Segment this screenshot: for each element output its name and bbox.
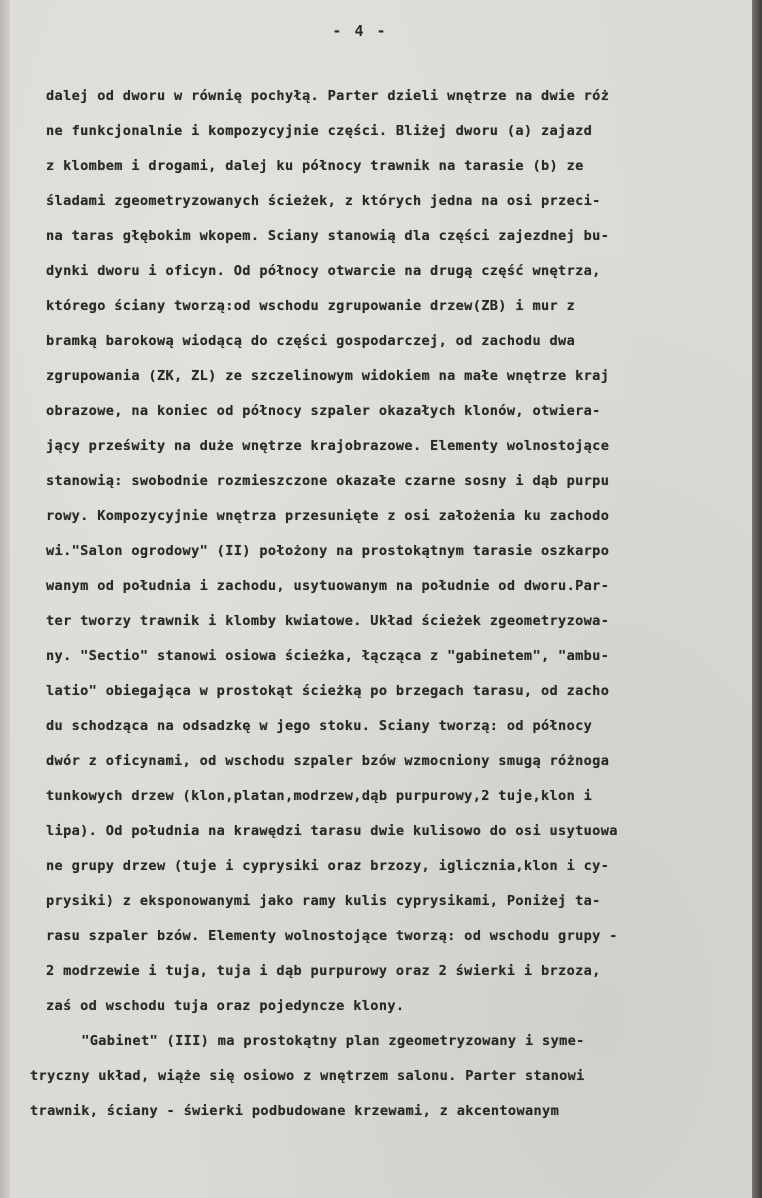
text-line-10: obrazowe, na koniec od północy szpaler okazałych klonów, otwiera- [46, 403, 601, 419]
text-line-15: wanym od południa i zachodu, usytuowanym na południe od dworu.Par- [46, 578, 610, 594]
text-line-11: jący prześwity na duże wnętrze krajobrazowe. Elementy wolnostojące [46, 438, 610, 454]
text-line-8: bramką barokową wiodącą do części gospodarczej, od zachodu dwa [46, 333, 576, 349]
text-line-12: stanowią: swobodnie rozmieszczone okazałe czarne sosny i dąb purpu [46, 473, 610, 489]
text-line-7: którego ściany tworzą:od wschodu zgrupowanie drzew(ZB) i mur z [46, 298, 576, 314]
text-line-9: zgrupowania (ZK, ZL) ze szczelinowym widokiem na małe wnętrze kraj [46, 368, 610, 384]
text-line-29: tryczny układ, wiąże się osiowo z wnętrzem salonu. Parter stanowi [30, 1068, 585, 1084]
page-number: - 4 - [332, 22, 388, 40]
text-line-5: na taras głębokim wkopem. Sciany stanowią dla części zajezdnej bu- [46, 228, 610, 244]
text-line-18: latio" obiegająca w prostokąt ścieżką po brzegach tarasu, od zacho [46, 683, 610, 699]
text-line-1: dalej od dworu w równię pochyłą. Parter dzieli wnętrze na dwie róż [46, 88, 610, 104]
text-line-6: dynki dworu i oficyn. Od północy otwarcie na drugą część wnętrza, [46, 263, 601, 279]
text-line-27: zaś od wschodu tuja oraz pojedyncze klony. [46, 998, 405, 1014]
text-line-16: ter tworzy trawnik i klomby kwiatowe. Układ ścieżek zgeometryzowa- [46, 613, 610, 629]
text-line-17: ny. "Sectio" stanowi osiowa ścieżka, łącząca z "gabinetem", "ambu- [46, 648, 610, 664]
text-line-23: ne grupy drzew (tuje i cyprysiki oraz brzozy, iglicznia,klon i cy- [46, 858, 610, 874]
text-line-4: śladami zgeometryzowanych ścieżek, z których jedna na osi przeci- [46, 193, 601, 209]
text-line-3: z klombem i drogami, dalej ku północy trawnik na tarasie (b) ze [46, 158, 584, 174]
text-line-26: 2 modrzewie i tuja, tuja i dąb purpurowy oraz 2 świerki i brzoza, [46, 963, 601, 979]
paper-edge [0, 0, 10, 1198]
text-line-25: rasu szpaler bzów. Elementy wolnostojące tworzą: od wschodu grupy - [46, 928, 618, 944]
text-line-21: tunkowych drzew (klon,platan,modrzew,dąb purpurowy,2 tuje,klon i [46, 788, 593, 804]
text-line-24: prysiki) z eksponowanymi jako ramy kulis cyprysikami, Poniżej ta- [46, 893, 601, 909]
text-line-30: trawnik, ściany - świerki podbudowane krzewami, z akcentowanym [30, 1103, 560, 1119]
text-line-28: "Gabinet" (III) ma prostokątny plan zgeometryzowany i syme- [30, 1033, 585, 1049]
scan-shadow [752, 0, 762, 1198]
text-line-19: du schodząca na odsadzkę w jego stoku. Sciany tworzą: od północy [46, 718, 593, 734]
text-line-14: wi."Salon ogrodowy" (II) położony na prostokątnym tarasie oszkarpo [46, 543, 610, 559]
text-line-20: dwór z oficynami, od wschodu szpaler bzów wzmocniony smugą różnoga [46, 753, 610, 769]
text-line-13: rowy. Kompozycyjnie wnętrza przesunięte z osi założenia ku zachodo [46, 508, 610, 524]
text-line-22: lipa). Od południa na krawędzi tarasu dwie kulisowo do osi usytuowa [46, 823, 618, 839]
text-line-2: ne funkcjonalnie i kompozycyjnie części. Bliżej dworu (a) zajazd [46, 123, 593, 139]
